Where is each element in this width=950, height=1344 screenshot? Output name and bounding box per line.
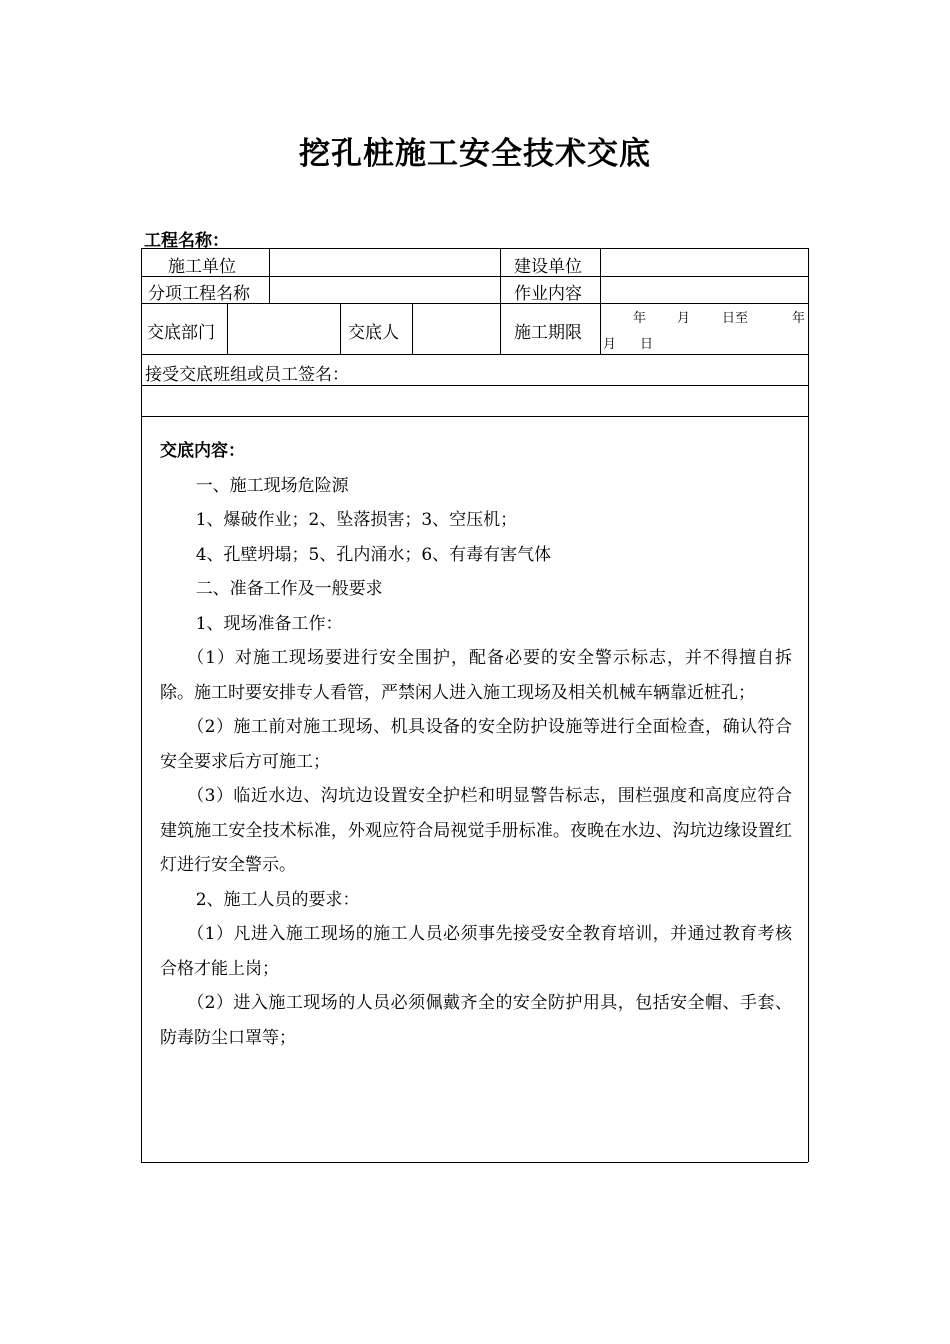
table-col-line — [227, 303, 228, 354]
signature-label: 接受交底班组或员工签名： — [145, 365, 349, 385]
table-row-line — [141, 276, 808, 277]
table-col-line — [340, 303, 341, 354]
period-day-to: 日至 — [722, 311, 749, 326]
section-heading: 一、施工现场危险源 — [195, 475, 349, 496]
construction-unit-label: 施工单位 — [168, 257, 236, 277]
briefing-content — [160, 434, 792, 1055]
table-col-line — [600, 248, 601, 354]
table-col-line — [269, 248, 270, 303]
project-name-label: 工程名称： — [144, 231, 229, 251]
briefing-dept-label: 交底部门 — [147, 323, 215, 343]
section-heading: 二、准备工作及一般要求 — [195, 579, 383, 599]
table-border-top — [141, 248, 808, 249]
table-col-line — [500, 248, 501, 354]
subproject-name-label: 分项工程名称 — [148, 284, 250, 304]
document-title: 挖孔桩施工安全技术交底 — [299, 136, 651, 172]
table-row-line — [141, 416, 808, 417]
period-year-start: 年 — [633, 311, 647, 326]
period-month-start: 月 — [677, 311, 691, 326]
table-border-left — [141, 248, 142, 1162]
subsection-heading: 1、现场准备工作： — [195, 613, 343, 634]
table-row-line — [141, 385, 808, 386]
table-row-line — [141, 354, 808, 355]
period-year-end: 年 — [792, 311, 806, 326]
paragraph: （2）进入施工现场的人员必须佩戴齐全的安全防护用具，包括安全帽、手套、防毒防尘口罩等； — [160, 993, 792, 1048]
period-day-end: 日 — [640, 337, 654, 352]
briefing-person-label: 交底人 — [348, 323, 399, 343]
builder-unit-label: 建设单位 — [514, 257, 582, 277]
paragraph: （1）凡进入施工现场的施工人员必须事先接受安全教育培训，并通过教育考核合格才能上岗； — [160, 924, 792, 979]
hazard-list: 4、孔壁坍塌；5、孔内涌水；6、有毒有害气体 — [195, 544, 552, 565]
period-month-end: 月 — [603, 337, 617, 352]
table-col-line — [412, 303, 413, 354]
paragraph: （1）对施工现场要进行安全围护，配备必要的安全警示标志，并不得擅自拆除。施工时要安排专人看管，严禁闲人进入施工现场及相关机械车辆靠近桩孔； — [160, 648, 792, 703]
paragraph: （3）临近水边、沟坑边设置安全护栏和明显警告标志，围栏强度和高度应符合建筑施工安全技术标准，外观应符合局视觉手册标准。夜晚在水边、沟坑边缘设置红灯进行安全警示。 — [160, 786, 792, 875]
table-border-right — [808, 248, 809, 1162]
period-label: 施工期限 — [514, 323, 582, 343]
table-border-bottom — [141, 1162, 808, 1163]
work-content-label: 作业内容 — [514, 284, 582, 304]
subsection-heading: 2、施工人员的要求： — [195, 889, 360, 910]
hazard-list: 1、爆破作业；2、坠落损害；3、空压机； — [195, 510, 518, 530]
content-heading: 交底内容： — [160, 441, 245, 461]
paragraph: （2）施工前对施工现场、机具设备的安全防护设施等进行全面检查，确认符合安全要求后方可施工； — [160, 717, 792, 772]
